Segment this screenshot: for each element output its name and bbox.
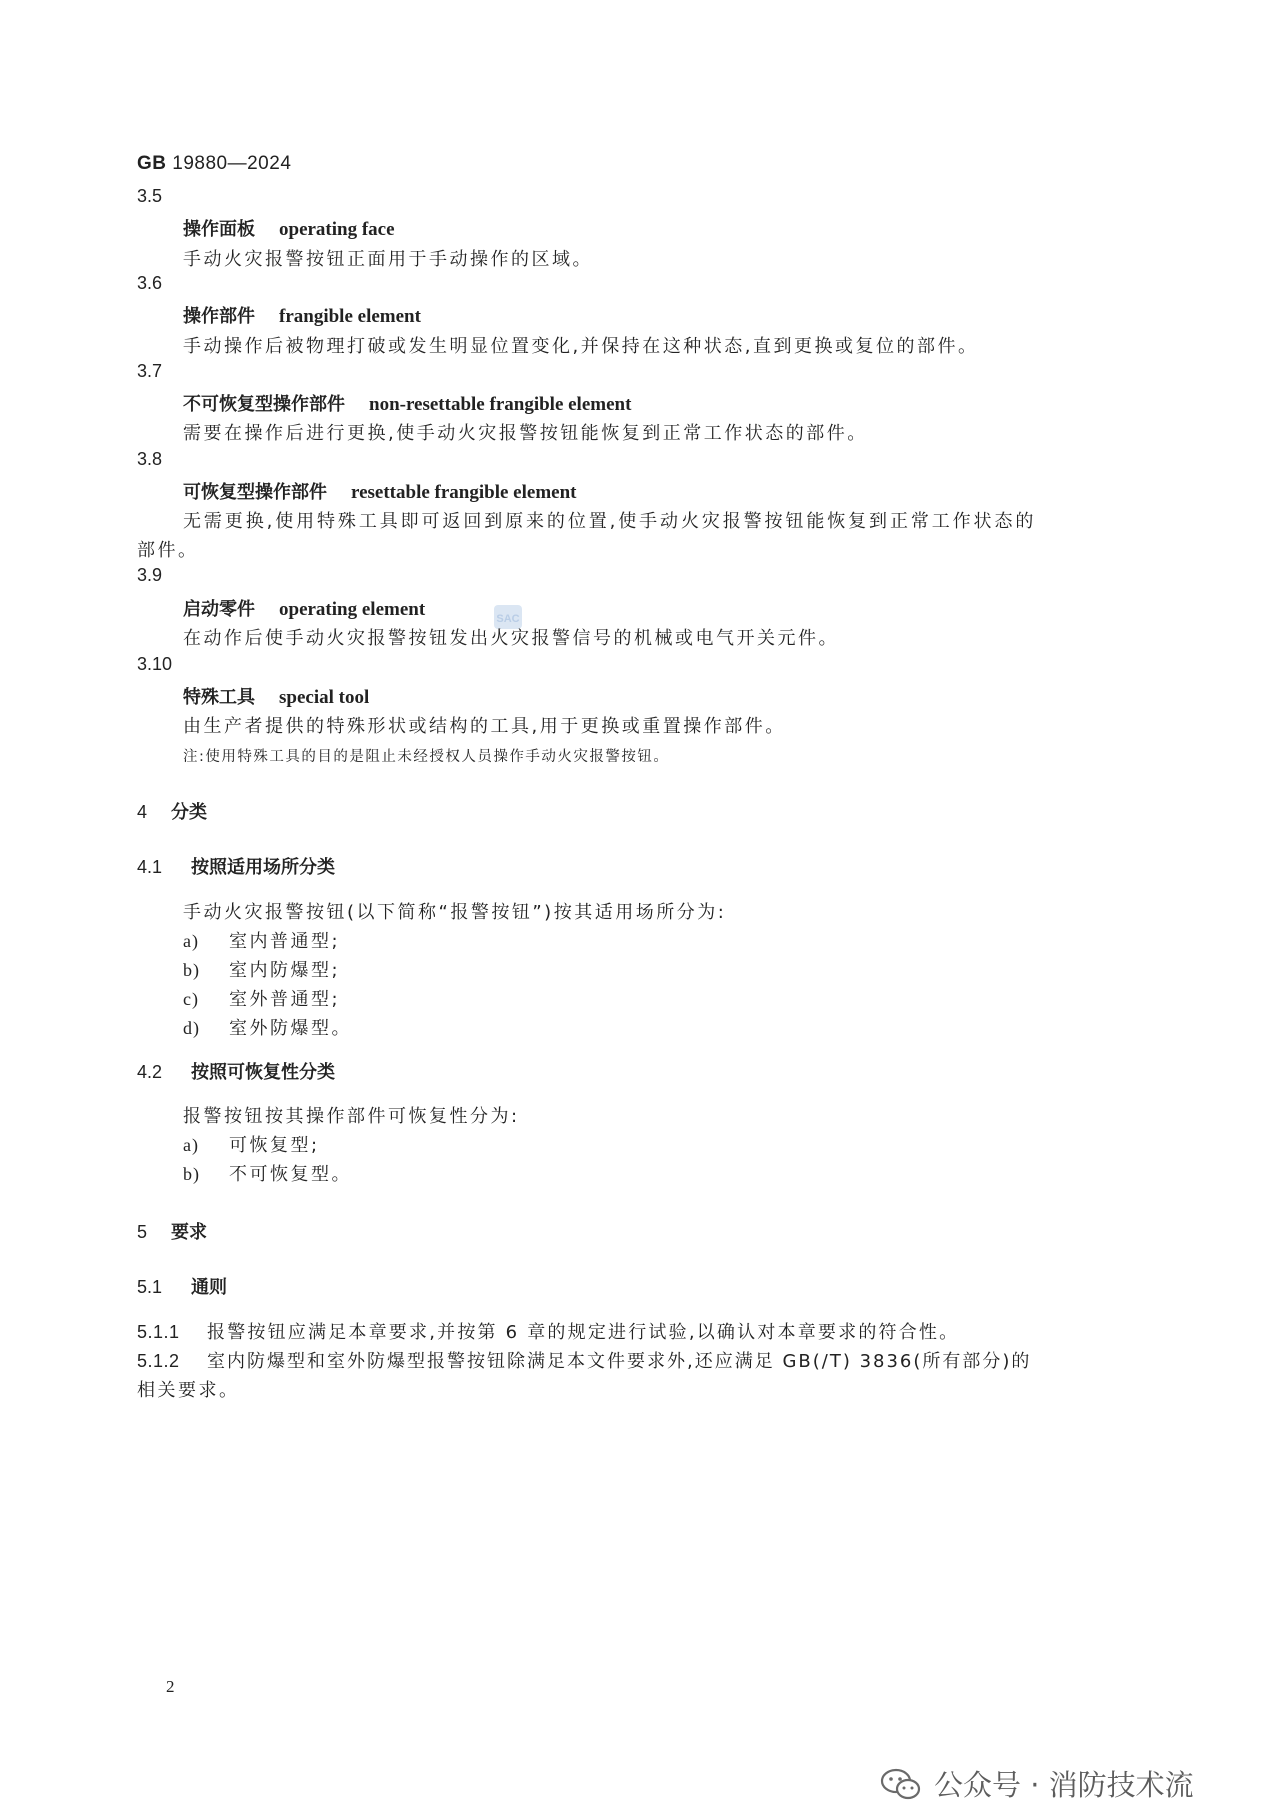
section-title: 分类 [171, 802, 207, 823]
list-text: 不可恢复型。 [229, 1164, 352, 1185]
section-number: 5 [137, 1222, 148, 1242]
term-note: 注:使用特殊工具的目的是阻止未经授权人员操作手动火灾报警按钮。 [183, 749, 670, 765]
term-title-en: operating element [279, 599, 426, 620]
list-text: 可恢复型; [229, 1135, 320, 1156]
term-title-en: non-resettable frangible element [369, 394, 632, 415]
list-item [183, 1014, 352, 1040]
term-definition: 在动作后使手动火灾报警按钮发出火灾报警信号的机械或电气开关元件。 [183, 628, 839, 649]
list-marker: a) [183, 1135, 199, 1155]
clause-continuation: 相关要求。 [137, 1380, 240, 1401]
paragraph: 手动火灾报警按钮(以下简称“报警按钮”)按其适用场所分为: [183, 902, 727, 923]
standard-header [137, 153, 291, 175]
clause [137, 1347, 1031, 1373]
list-item [183, 985, 340, 1011]
standard-code: 19880—2024 [172, 153, 292, 174]
section-title: 要求 [171, 1222, 207, 1243]
subsection-number: 4.1 [137, 857, 163, 877]
term-title [183, 302, 421, 328]
term-title-zh: 操作面板 [183, 219, 255, 240]
list-marker: a) [183, 931, 199, 951]
clause-text: 报警按钮应满足本章要求,并按第 6 章的规定进行试验,以确认对本章要求的符合性。 [207, 1322, 960, 1343]
list-item [183, 1160, 352, 1186]
list-text: 室外防爆型。 [229, 1018, 352, 1039]
term-definition-continuation: 部件。 [137, 540, 199, 561]
clause-text: 室内防爆型和室外防爆型报警按钮除满足本文件要求外,还应满足 GB(/T) 3836(所有部分)的 [207, 1351, 1032, 1372]
page-number: 2 [166, 1677, 175, 1696]
paragraph: 报警按钮按其操作部件可恢复性分为: [183, 1106, 520, 1127]
wechat-icon [880, 1767, 922, 1801]
section-heading [137, 1218, 207, 1244]
term-number: 3.5 [137, 186, 163, 206]
term-title-zh: 不可恢复型操作部件 [183, 394, 345, 415]
list-item [183, 956, 340, 982]
subsection-number: 5.1 [137, 1277, 163, 1297]
term-title [183, 683, 369, 709]
term-title-en: operating face [279, 219, 395, 240]
list-item [183, 927, 340, 953]
term-definition: 手动操作后被物理打破或发生明显位置变化,并保持在这种状态,直到更换或复位的部件。 [183, 336, 979, 357]
term-title-zh: 启动零件 [183, 599, 255, 620]
section-number: 4 [137, 802, 148, 822]
clause-number: 5.1.2 [137, 1351, 180, 1371]
list-marker: c) [183, 989, 199, 1009]
list-text: 室外普通型; [229, 989, 341, 1010]
list-text: 室内防爆型; [229, 960, 341, 981]
term-title-zh: 可恢复型操作部件 [183, 482, 327, 503]
term-title-zh: 特殊工具 [183, 687, 255, 708]
subsection-title: 按照适用场所分类 [191, 857, 335, 878]
subsection-heading [137, 1273, 227, 1299]
section-heading [137, 798, 207, 824]
subsection-number: 4.2 [137, 1062, 163, 1082]
term-definition: 需要在操作后进行更换,使手动火灾报警按钮能恢复到正常工作状态的部件。 [183, 423, 868, 444]
list-marker: b) [183, 1164, 200, 1184]
term-number: 3.7 [137, 361, 163, 381]
term-definition: 由生产者提供的特殊形状或结构的工具,用于更换或重置操作部件。 [183, 716, 786, 737]
subsection-heading [137, 1058, 335, 1084]
term-title [183, 478, 576, 504]
term-title-en: frangible element [279, 306, 421, 327]
standard-prefix: GB [137, 153, 167, 174]
term-number: 3.10 [137, 654, 173, 674]
wechat-account-name: 公众号 · 消防技术流 [934, 1768, 1194, 1802]
svg-text:SAC: SAC [496, 613, 520, 625]
list-item [183, 1131, 320, 1157]
term-definition: 无需更换,使用特殊工具即可返回到原来的位置,使手动火灾报警按钮能恢复到正常工作状态的 [183, 511, 1037, 532]
term-definition: 手动火灾报警按钮正面用于手动操作的区域。 [183, 249, 593, 270]
clause [137, 1318, 959, 1344]
list-marker: d) [183, 1018, 200, 1038]
subsection-title: 按照可恢复性分类 [191, 1062, 335, 1083]
term-title-en: resettable frangible element [351, 482, 577, 503]
term-title [183, 215, 395, 241]
term-title-en: special tool [279, 687, 370, 708]
term-title-zh: 操作部件 [183, 306, 255, 327]
term-title [183, 390, 631, 416]
list-text: 室内普通型; [229, 931, 341, 952]
term-number: 3.6 [137, 273, 163, 293]
list-marker: b) [183, 960, 200, 980]
subsection-title: 通则 [191, 1277, 227, 1298]
clause-number: 5.1.1 [137, 1322, 180, 1342]
term-title [183, 595, 425, 621]
term-number: 3.9 [137, 565, 163, 585]
term-number: 3.8 [137, 449, 163, 469]
subsection-heading [137, 853, 335, 879]
wechat-account-watermark [880, 1763, 1194, 1804]
